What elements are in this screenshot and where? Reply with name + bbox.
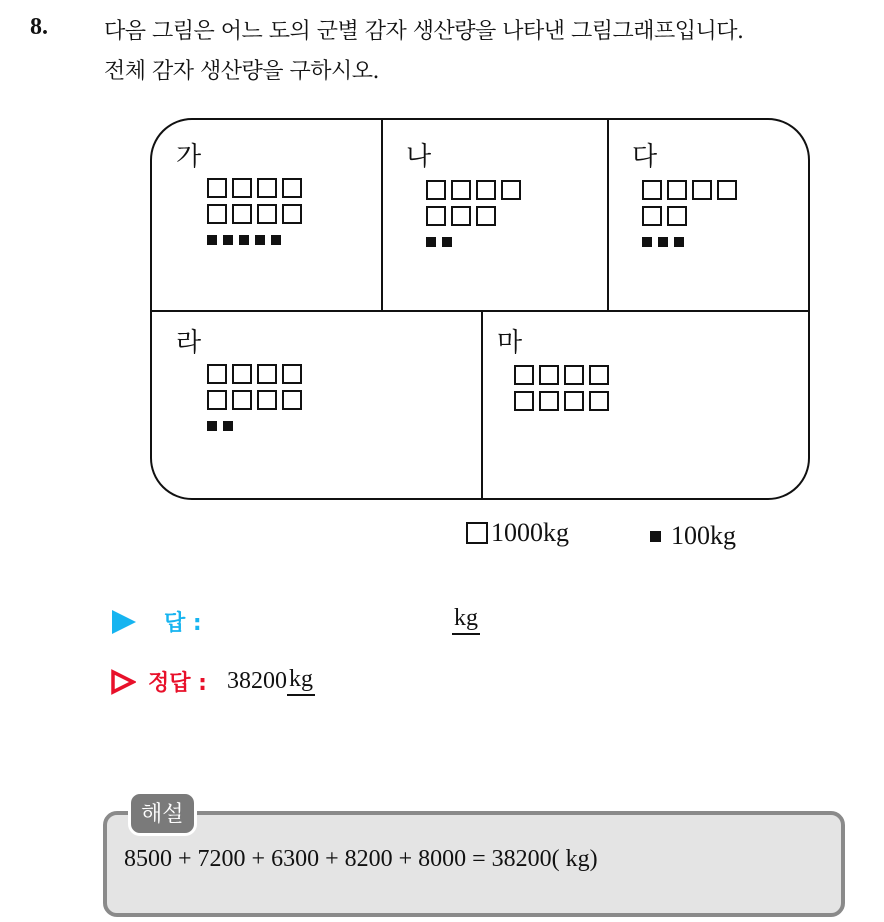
divider (607, 120, 609, 310)
explanation-tag: 해설 (128, 791, 197, 836)
outline-arrow-icon (110, 669, 136, 695)
big-square-icon (426, 206, 446, 226)
big-square-icon (232, 390, 252, 410)
small-square-icon (271, 235, 281, 245)
big-square-icon (451, 180, 471, 200)
small-square-icon (674, 237, 684, 247)
region-label: 라 (176, 328, 202, 358)
explanation-equation: 8500 + 7200 + 6300 + 8200 + 8000 = 38200( kg) (124, 846, 598, 872)
small-square-icon (207, 421, 217, 431)
big-square-icon (642, 180, 662, 200)
region-icons (426, 180, 521, 247)
answer-unit: kg (452, 606, 480, 635)
big-square-icon (717, 180, 737, 200)
divider (381, 120, 383, 310)
big-square-icon (667, 180, 687, 200)
big-square-icon (282, 364, 302, 384)
big-square-icon (564, 365, 584, 385)
play-arrow-icon (112, 610, 136, 634)
big-square-icon (692, 180, 712, 200)
big-square-icon (539, 365, 559, 385)
answer-blank[interactable] (452, 606, 486, 638)
big-square-icon (207, 178, 227, 198)
big-square-icon (589, 391, 609, 411)
correct-answer-row (110, 666, 315, 697)
big-square-icon (257, 364, 277, 384)
small-square-icon (223, 421, 233, 431)
answer-row (112, 606, 202, 637)
big-square-icon (257, 204, 277, 224)
big-square-icon (282, 178, 302, 198)
big-square-icon (282, 204, 302, 224)
big-square-icon (232, 178, 252, 198)
big-square-icon (232, 364, 252, 384)
legend-big (466, 518, 569, 548)
big-square-icon (257, 178, 277, 198)
small-square-icon (650, 531, 661, 542)
big-square-icon (282, 390, 302, 410)
big-square-icon (426, 180, 446, 200)
small-square-icon (255, 235, 265, 245)
region-label: 가 (176, 142, 202, 172)
small-square-icon (207, 235, 217, 245)
big-square-icon (257, 390, 277, 410)
big-square-icon (451, 206, 471, 226)
big-square-icon (476, 180, 496, 200)
big-square-icon (589, 365, 609, 385)
region-icons (642, 180, 737, 247)
region-label: 다 (632, 142, 658, 172)
big-square-icon (564, 391, 584, 411)
big-square-icon (232, 204, 252, 224)
big-square-icon (207, 204, 227, 224)
big-square-icon (539, 391, 559, 411)
big-square-icon (207, 390, 227, 410)
region-icons (207, 364, 302, 431)
small-square-icon (223, 235, 233, 245)
big-square-icon (514, 365, 534, 385)
question-text-line1: 다음 그림은 어느 도의 군별 감자 생산량을 나타낸 그림그래프입니다. (104, 19, 744, 44)
correct-answer-label: 정답 : (148, 671, 207, 696)
big-square-icon (514, 391, 534, 411)
picture-graph (150, 118, 810, 500)
region-icons (207, 178, 302, 245)
big-square-icon (466, 522, 488, 544)
correct-answer-unit: kg (287, 667, 315, 696)
small-square-icon (239, 235, 249, 245)
question-number: 8. (30, 14, 48, 40)
small-square-icon (658, 237, 668, 247)
small-square-icon (426, 237, 436, 247)
correct-answer-value: 38200 (226, 668, 287, 694)
small-square-icon (442, 237, 452, 247)
big-square-icon (476, 206, 496, 226)
big-square-icon (642, 206, 662, 226)
big-square-icon (667, 206, 687, 226)
region-label: 마 (497, 328, 523, 358)
question-text-line2: 전체 감자 생산량을 구하시오. (104, 59, 379, 84)
region-label: 나 (406, 142, 432, 172)
small-square-icon (642, 237, 652, 247)
big-square-icon (501, 180, 521, 200)
legend-small (650, 521, 736, 551)
legend-big-label: 1000kg (491, 518, 569, 547)
big-square-icon (207, 364, 227, 384)
legend-small-label: 100kg (671, 521, 736, 550)
divider (481, 310, 483, 500)
answer-label: 답 : (164, 611, 202, 636)
region-icons (514, 365, 609, 417)
